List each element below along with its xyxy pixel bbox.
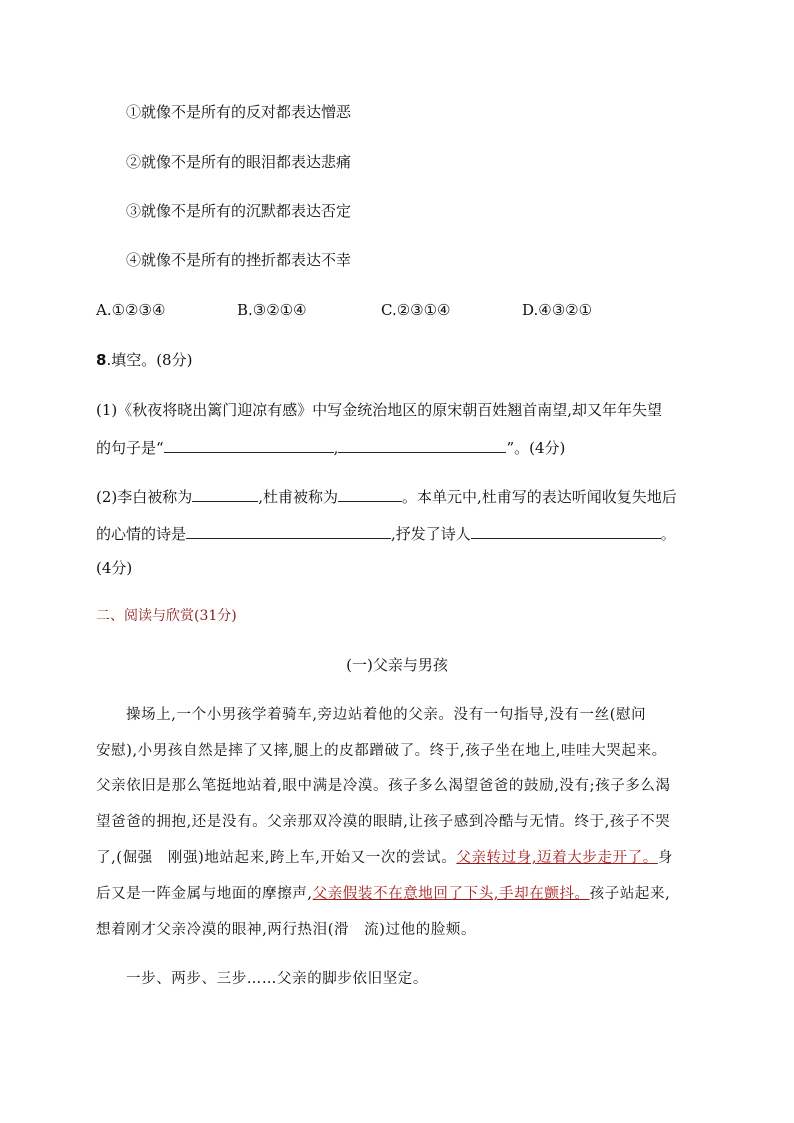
- q8-part2-score: (4分): [96, 559, 133, 577]
- passage-line-3: 父亲依旧是那么笔挺地站着,眼中满是冷漠。孩子多么渴望爸爸的鼓励,没有;孩子多么渴: [96, 778, 671, 794]
- passage-line-5: 了,(倔强 刚强)地站起来,跨上车,开始又一次的尝试。父亲转过身,迈着大步走开了。身: [96, 850, 673, 866]
- choice-c: C.②③①④: [381, 301, 451, 319]
- answer-choices: [96, 300, 696, 320]
- q8-part1-line1: (1)《秋夜将晓出篱门迎凉有感》中写金统治地区的原宋朝百姓翘首南望,却又年年失望: [96, 401, 663, 419]
- section-heading: 二、阅读与欣赏(31分): [96, 608, 237, 624]
- choice-a: A.①②③④: [96, 301, 166, 319]
- option-4: ④就像不是所有的挫折都表达不幸: [126, 251, 352, 269]
- option-2: ②就像不是所有的眼泪都表达悲痛: [126, 153, 352, 171]
- underlined-sentence-2: 父亲假装不在意地回了下头,手却在颤抖。: [312, 886, 590, 902]
- passage-line-4: 望爸爸的拥抱,还是没有。父亲那双冷漠的眼睛,让孩子感到冷酷与无情。终于,孩子不哭: [96, 814, 671, 830]
- passage-line-1: 操场上,一个小男孩学着骑车,旁边站着他的父亲。没有一句指导,没有一丝(慰问: [126, 707, 647, 723]
- passage-title: (一)父亲与男孩: [346, 656, 448, 674]
- q8-part2-line2: 的心情的诗是 ,抒发了诗人 。: [96, 522, 676, 544]
- question-8-heading: 8.填空。(8分): [96, 351, 193, 369]
- passage-line-7: 想着刚才父亲冷漠的眼神,两行热泪(滑 流)过他的脸颊。: [96, 922, 477, 938]
- blank-2[interactable]: [338, 436, 506, 453]
- option-3: ③就像不是所有的沉默都表达否定: [126, 202, 352, 220]
- q8-part2-line1: (2)李白被称为 ,杜甫被称为 。本单元中,杜甫写的表达听闻收复失地后: [96, 485, 677, 507]
- choice-b: B.③②①④: [237, 301, 307, 319]
- question-number: 8: [96, 351, 107, 369]
- passage-line-8: 一步、两步、三步……父亲的脚步依旧坚定。: [126, 971, 428, 987]
- passage-line-6: 后又是一阵金属与地面的摩擦声,父亲假装不在意地回了下头,手却在颤抖。孩子站起来,: [96, 886, 671, 902]
- option-1: ①就像不是所有的反对都表达憎恶: [126, 103, 352, 121]
- blank-6[interactable]: [471, 522, 661, 539]
- blank-4[interactable]: [338, 485, 402, 502]
- passage-line-2: 安慰),小男孩自然是摔了又摔,腿上的皮都蹭破了。终于,孩子坐在地上,哇哇大哭起来。: [96, 743, 667, 759]
- blank-5[interactable]: [186, 522, 391, 539]
- blank-3[interactable]: [192, 485, 258, 502]
- choice-d: D.④③②①: [522, 301, 593, 319]
- underlined-sentence-1: 父亲转过身,迈着大步走开了。: [456, 850, 658, 866]
- blank-1[interactable]: [164, 436, 334, 453]
- q8-part1-line2: 的句子是“ , ”。(4分): [96, 436, 565, 458]
